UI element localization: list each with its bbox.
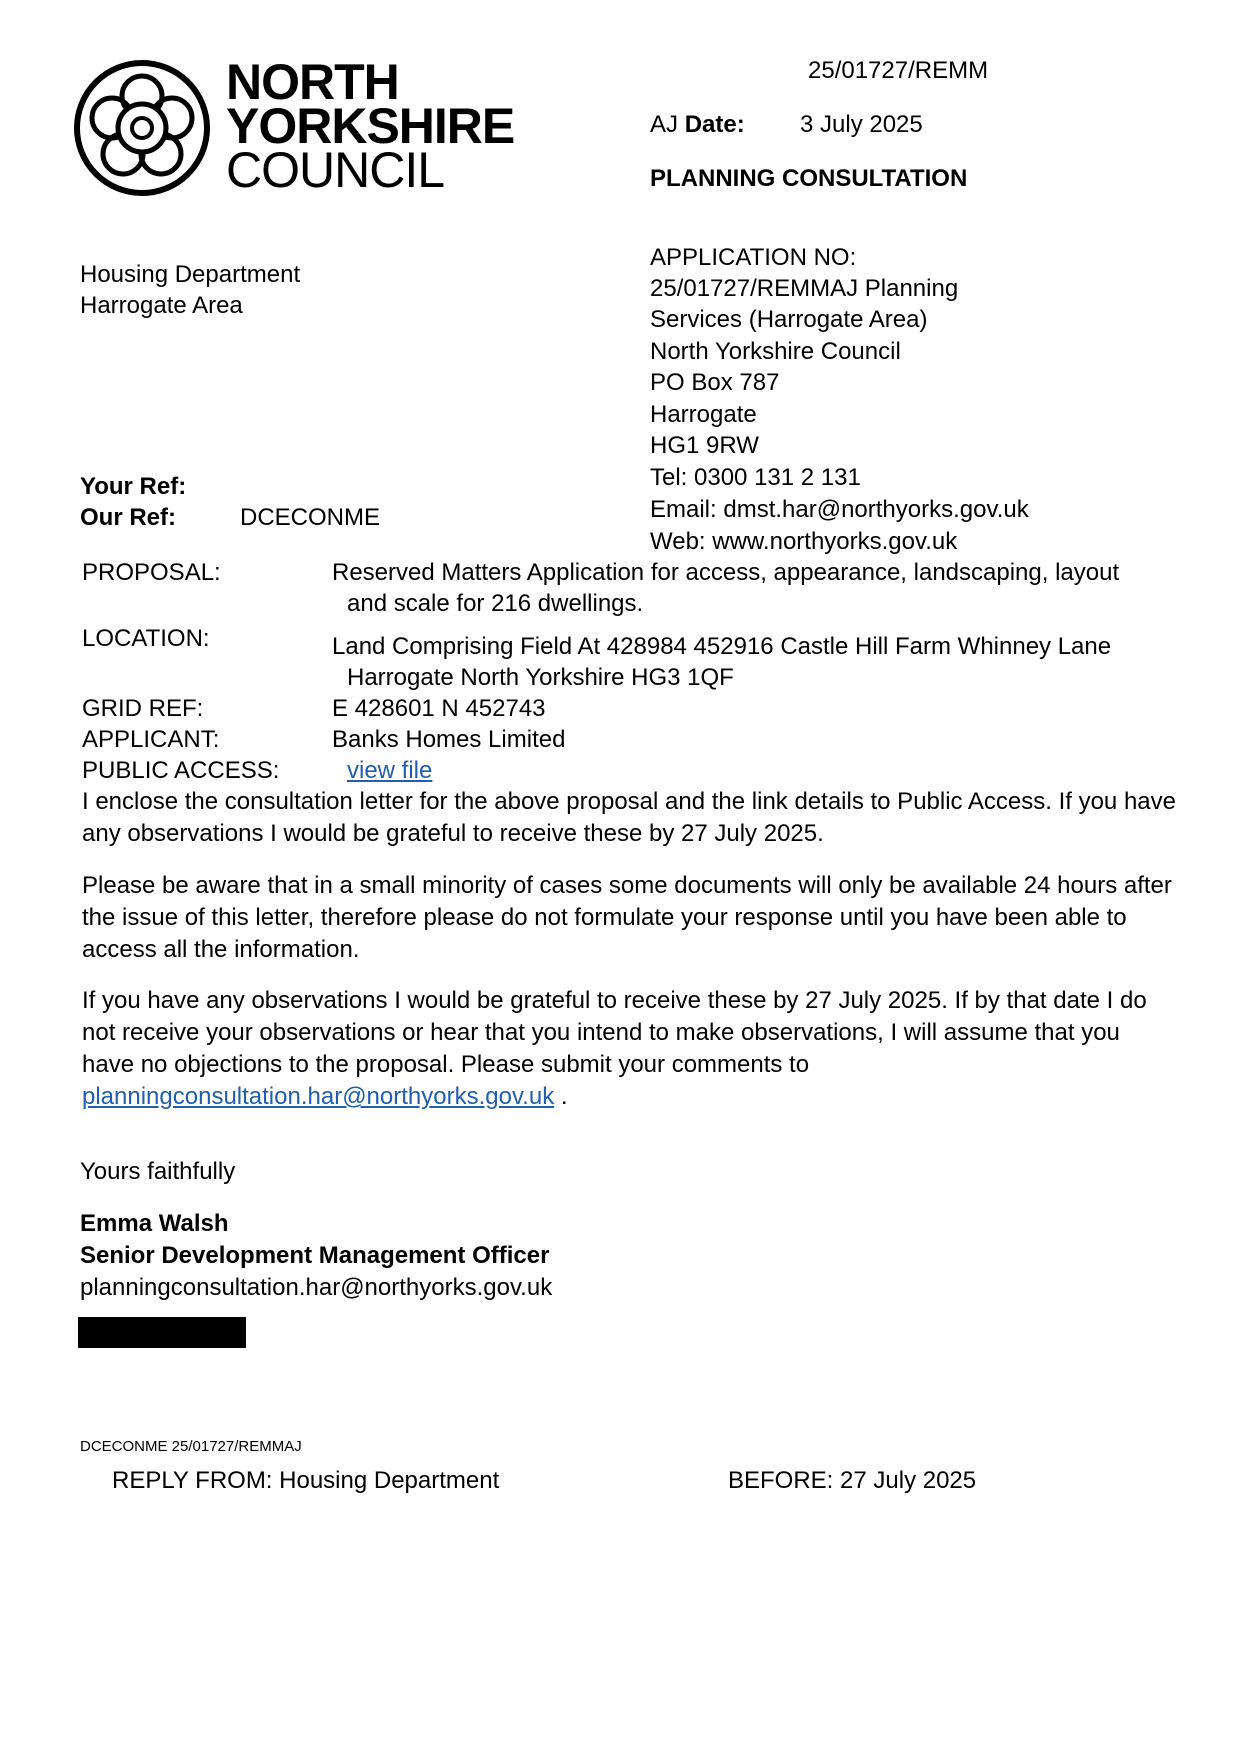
reference-suffix: AJ <box>650 111 679 138</box>
rose-emblem-icon <box>72 56 212 201</box>
sender-line-4: PO Box 787 <box>650 369 780 396</box>
logo-line-north: NORTH <box>226 54 399 110</box>
public-access-label: PUBLIC ACCESS: <box>82 757 280 784</box>
logo-line-yorkshire: YORKSHIRE <box>226 98 515 154</box>
view-file-link[interactable]: view file <box>347 757 433 784</box>
recipient-department: Housing Department <box>80 261 301 288</box>
logo-wordmark <box>226 54 515 198</box>
sender-line-6: HG1 9RW <box>650 432 759 459</box>
council-logo <box>72 54 515 206</box>
closing-salutation: Yours faithfully <box>80 1158 236 1185</box>
date-label: Date: <box>684 111 745 138</box>
grid-ref-value: E 428601 N 452743 <box>332 695 546 722</box>
document-heading: PLANNING CONSULTATION <box>650 165 968 192</box>
sender-line-1: 25/01727/REMMAJ Planning <box>650 275 959 302</box>
body-paragraph-1: I enclose the consultation letter for the above proposal and the link details to Public Access. If you have any observations I would be grateful to receive these by 27 July 2025. <box>82 788 1176 847</box>
location-line-1: Land Comprising Field At 428984 452916 Castle Hill Farm Whinney Lane <box>332 633 1112 660</box>
sender-line-2: Services (Harrogate Area) <box>650 306 928 333</box>
logo-line-council: COUNCIL <box>226 142 445 198</box>
signatory-name: Emma Walsh <box>80 1210 229 1237</box>
redaction-bar <box>78 1317 246 1348</box>
sender-line-3: North Yorkshire Council <box>650 338 901 365</box>
body-paragraph-3 <box>82 985 1177 1113</box>
consultation-email-link[interactable]: planningconsultation.har@northyorks.gov.uk <box>82 1083 555 1110</box>
proposal-label: PROPOSAL: <box>82 559 221 586</box>
our-ref-value: DCECONME <box>240 504 381 531</box>
proposal-line-1: Reserved Matters Application for access, appearance, landscaping, layout <box>332 559 1120 586</box>
recipient-area: Harrogate Area <box>80 292 243 319</box>
body-paragraph-3-text: If you have any observations I would be grateful to receive these by 27 July 2025. If by that date I do not receive your observations or hear that you intend to make observations, I will assume that you have no objections to the proposal. Please submit your comments to <box>82 987 1147 1078</box>
grid-ref-label: GRID REF: <box>82 695 204 722</box>
sender-website: Web: www.northyorks.gov.uk <box>650 528 958 555</box>
sender-telephone: Tel: 0300 131 2 131 <box>650 464 861 491</box>
reference-top: 25/01727/REMM <box>808 57 989 84</box>
reply-before-date: BEFORE: 27 July 2025 <box>728 1467 977 1494</box>
footer-references: DCECONME 25/01727/REMMAJ <box>80 1438 302 1455</box>
reply-from: REPLY FROM: Housing Department <box>112 1467 500 1494</box>
sender-email: Email: dmst.har@northyorks.gov.uk <box>650 496 1029 523</box>
signatory-email: planningconsultation.har@northyorks.gov.uk <box>80 1274 553 1301</box>
application-number-label: APPLICATION NO: <box>650 244 857 271</box>
location-line-2: Harrogate North Yorkshire HG3 1QF <box>347 664 734 691</box>
applicant-value: Banks Homes Limited <box>332 726 566 753</box>
sender-line-5: Harrogate <box>650 401 757 428</box>
date-value: 3 July 2025 <box>800 111 923 138</box>
location-label: LOCATION: <box>82 625 210 652</box>
body-paragraph-2: Please be aware that in a small minority of cases some documents will only be available 24 hours after the issue of this letter, therefore please do not formulate your response until you have been able to access all the information. <box>82 872 1172 963</box>
proposal-line-2: and scale for 216 dwellings. <box>347 590 644 617</box>
signatory-title: Senior Development Management Officer <box>80 1242 550 1269</box>
body-paragraph-3-end: . <box>554 1083 568 1110</box>
your-ref-label: Your Ref: <box>80 473 187 500</box>
our-ref-label: Our Ref: <box>80 504 176 531</box>
applicant-label: APPLICANT: <box>82 726 220 753</box>
reference-continuation <box>650 109 745 141</box>
